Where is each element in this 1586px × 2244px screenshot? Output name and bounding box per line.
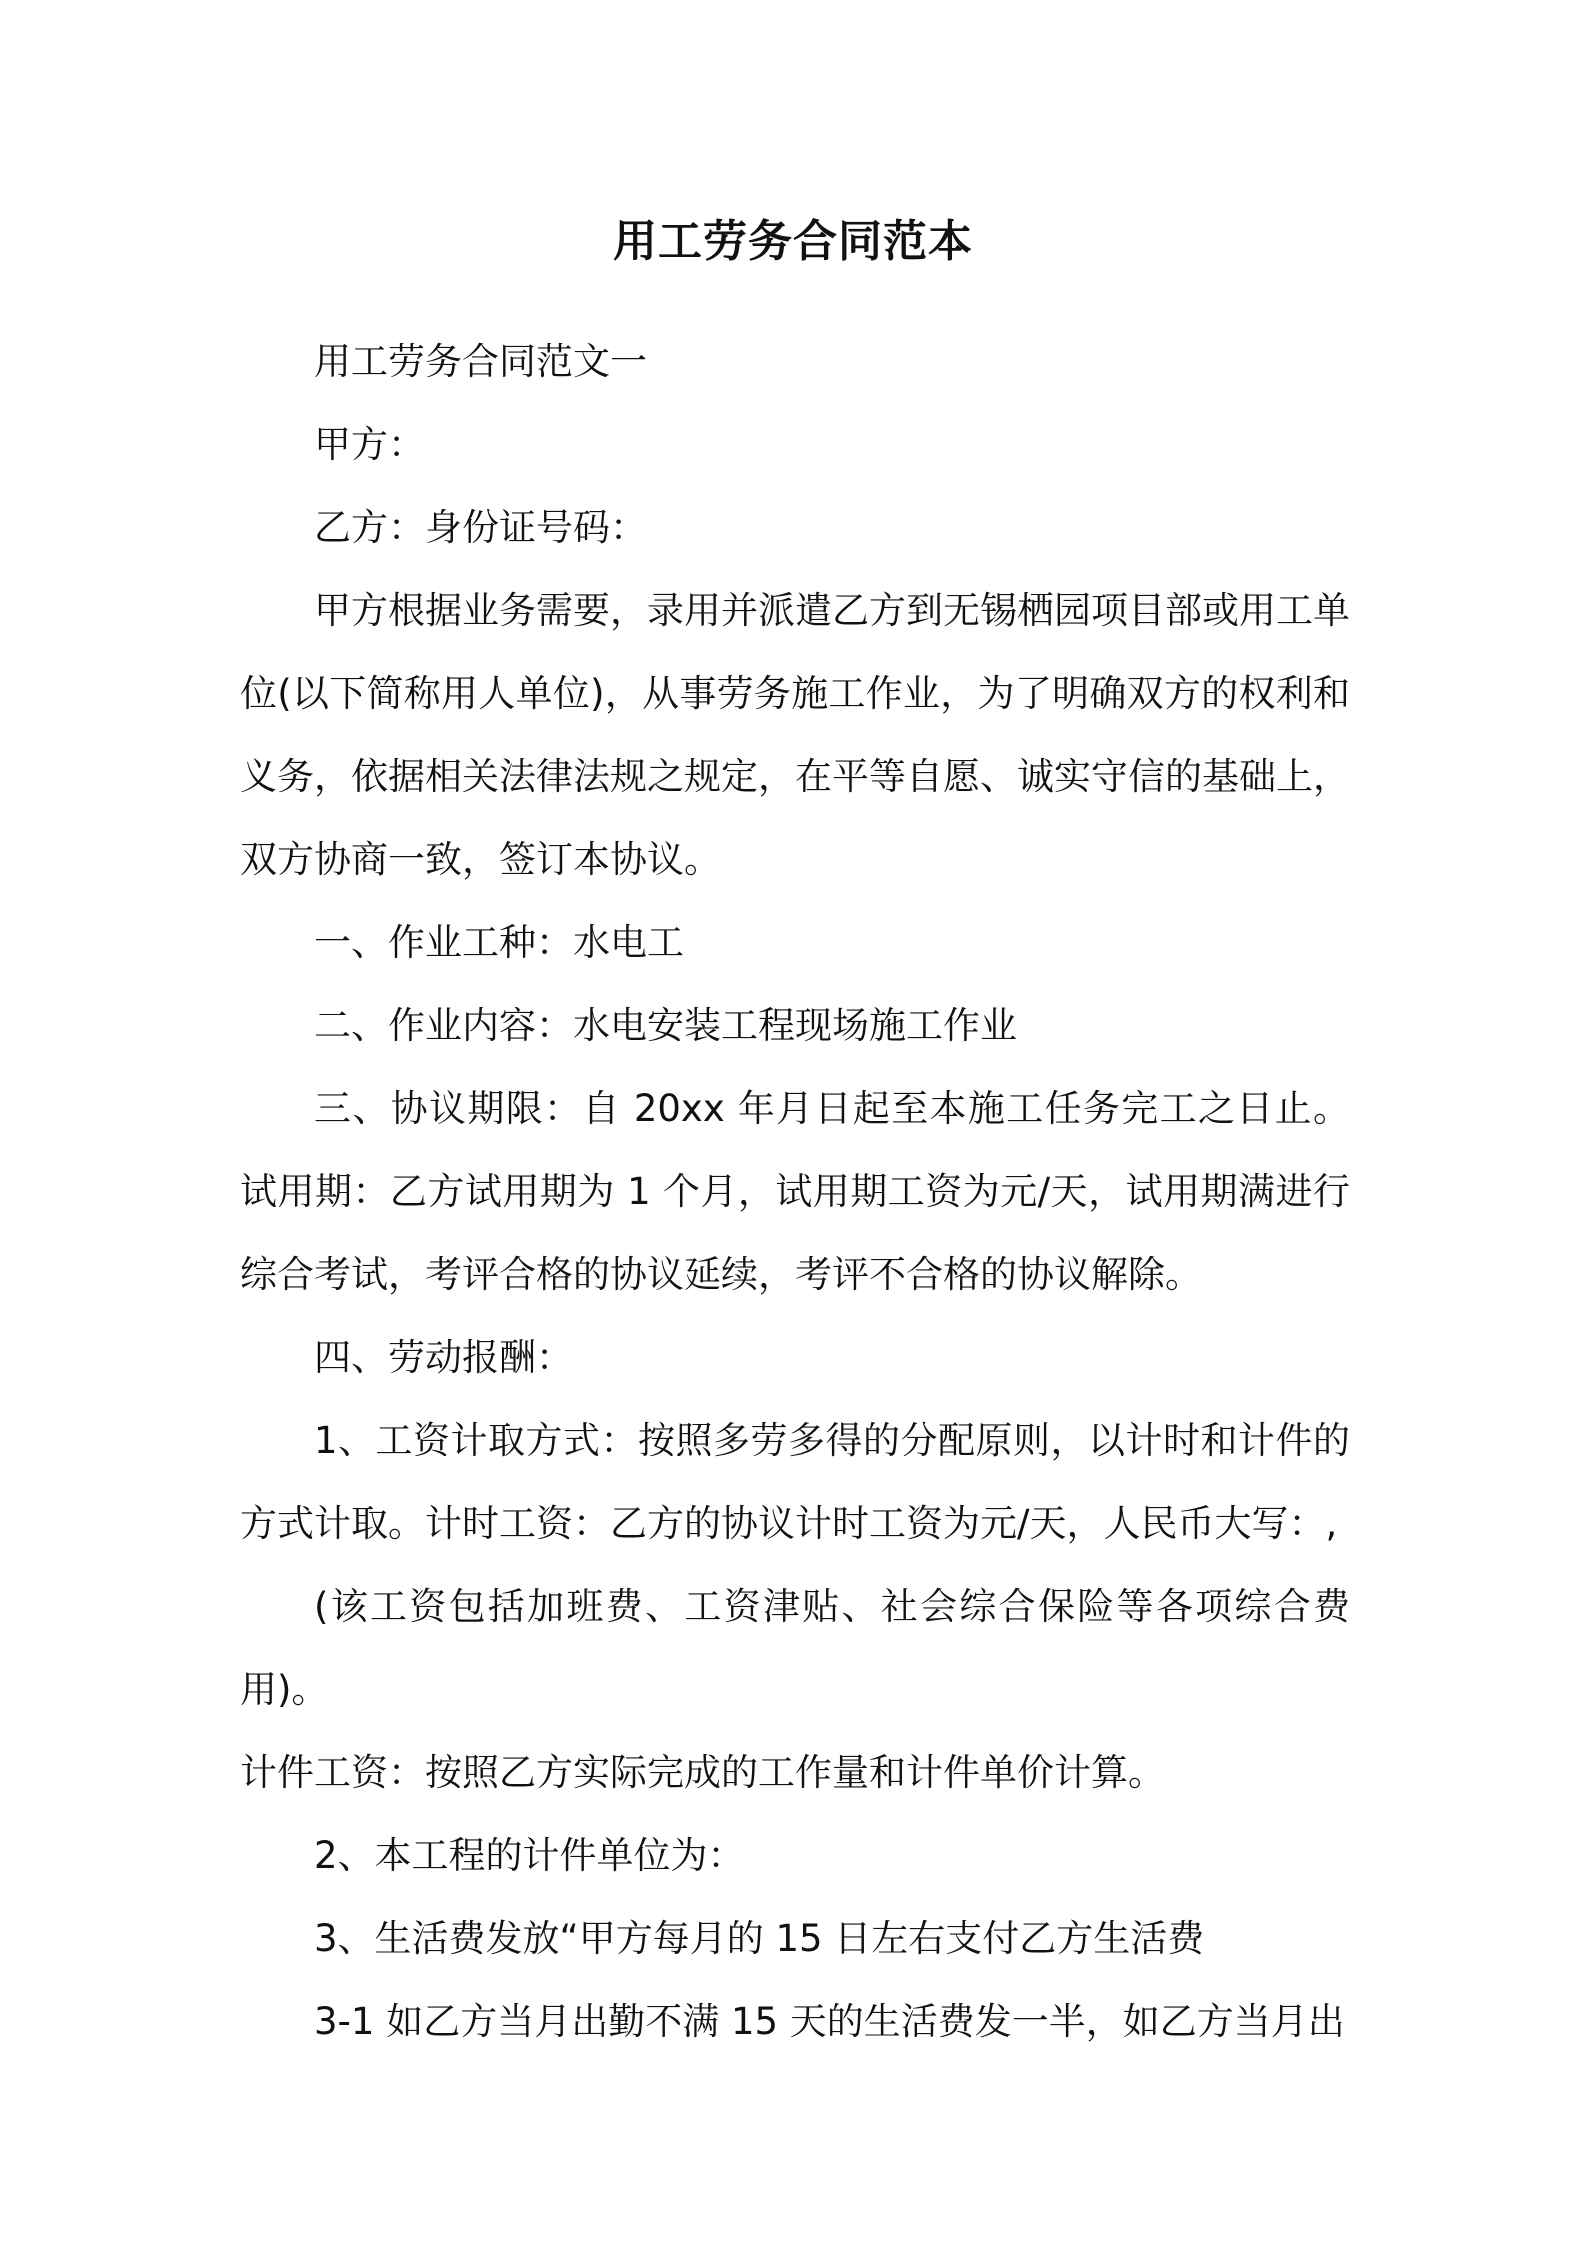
clause-remuneration: 四、劳动报酬： <box>314 1336 573 1379</box>
intro-paragraph: 甲方根据业务需要，录用并派遣乙方到无锡栖园项目部或用工单位(以下简称用人单位)，从事劳务施工作业，为了明确双方的权利和义务，依据相关法律法规之规定，在平等自愿、诚实守信的基础上，双方协商一致，签订本协议。 <box>240 589 1350 881</box>
party-a-line: 甲方： <box>314 423 425 466</box>
clause-wage-note: (该工资包括加班费、工资津贴、社会综合保险等各项综合费用)。 <box>240 1585 1350 1711</box>
section-heading: 用工劳务合同范文一 <box>314 340 647 383</box>
party-b-line: 乙方：身份证号码： <box>314 506 647 549</box>
clause-living-allowance: 3、生活费发放“甲方每月的 15 日左右支付乙方生活费 <box>314 1917 1205 1960</box>
clause-wage-method: 1、工资计取方式：按照多劳多得的分配原则，以计时和计件的方式计取。计时工资：乙方的协议计时工资为元/天，人民币大写：, <box>240 1419 1350 1545</box>
clause-term: 三、协议期限：自 20xx 年月日起至本施工任务完工之日止。试用期：乙方试用期为 1 个月，试用期工资为元/天，试用期满进行综合考试，考评合格的协议延续，考评不合格的协议解除。 <box>240 1087 1350 1296</box>
clause-work-type: 一、作业工种：水电工 <box>314 921 684 964</box>
clause-piece-wage: 计件工资：按照乙方实际完成的工作量和计件单价计算。 <box>240 1751 1165 1794</box>
clause-allowance-rule: 3-1 如乙方当月出勤不满 15 天的生活费发一半，如乙方当月出 <box>314 2000 1345 2043</box>
document-body <box>240 320 1350 2063</box>
clause-work-content: 二、作业内容：水电安装工程现场施工作业 <box>314 1004 1017 1047</box>
clause-piece-unit: 2、本工程的计件单位为： <box>314 1834 745 1877</box>
document-title: 用工劳务合同范本 <box>613 216 973 267</box>
